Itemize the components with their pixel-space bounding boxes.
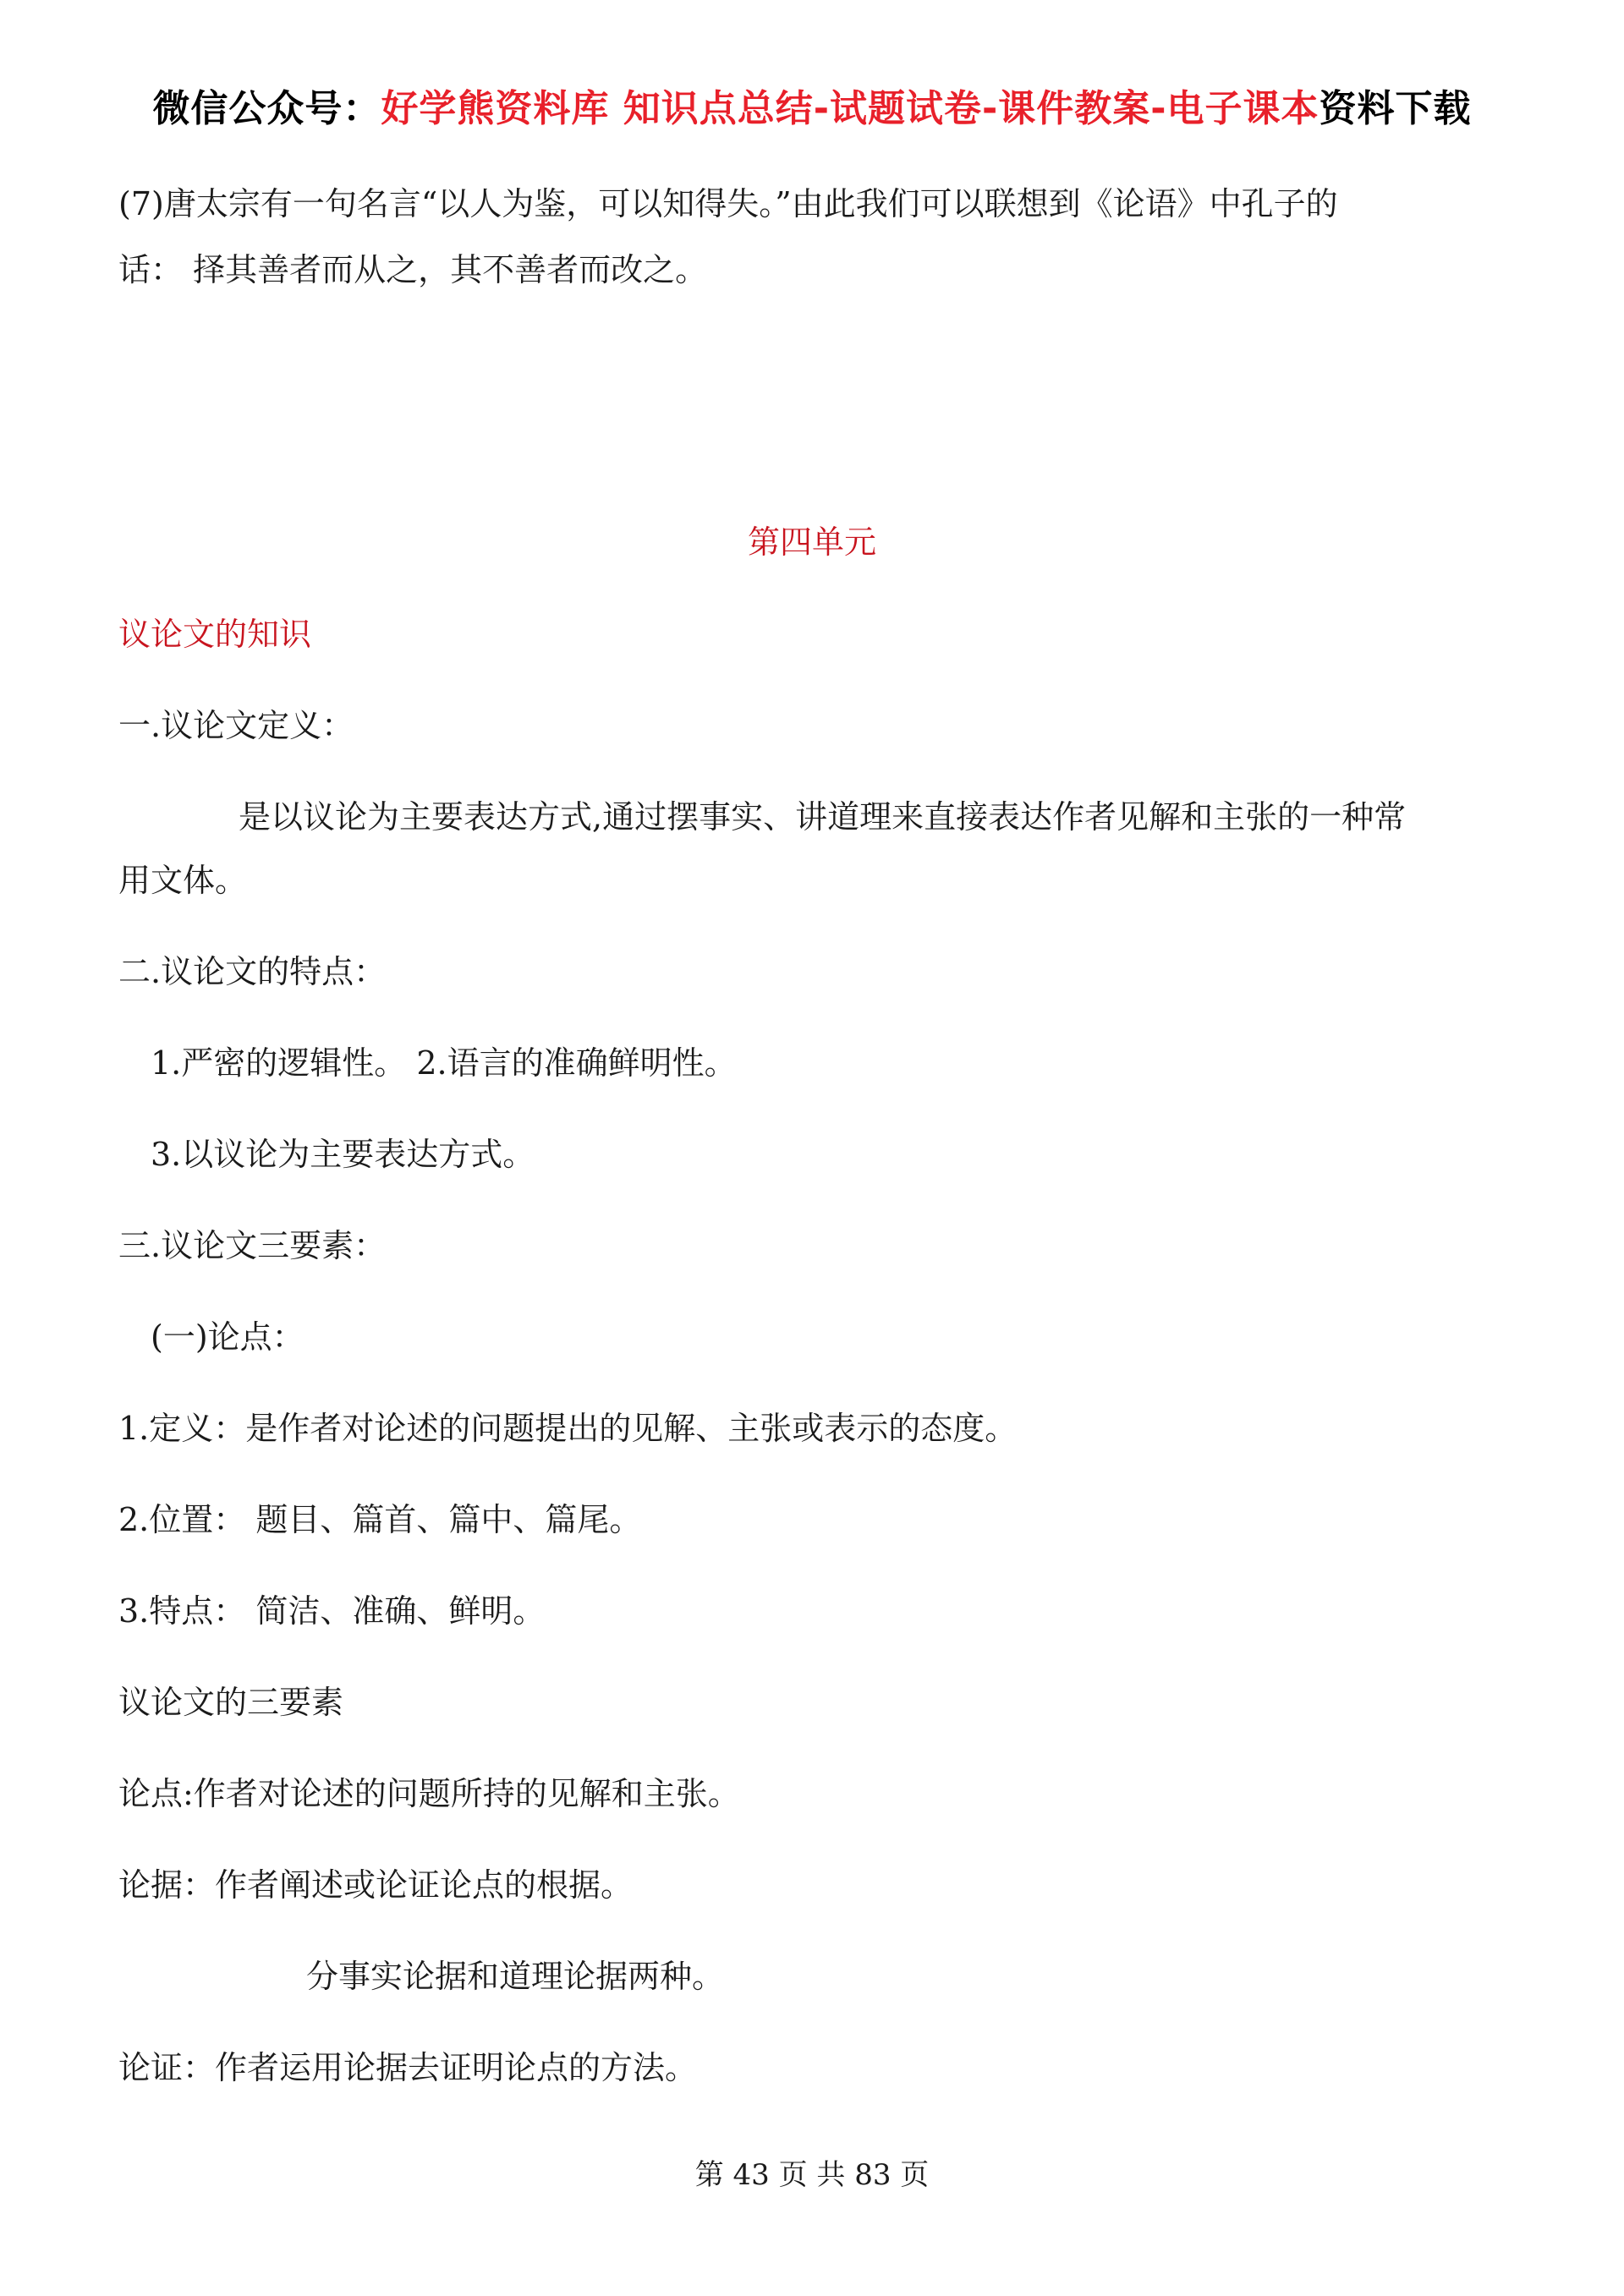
intro-line-2: 话： 择其善者而从之，其不善者而改之。	[118, 251, 708, 288]
definition-text-2: 用文体。	[118, 862, 248, 899]
thesis-position: 2.位置： 题目、篇首、篇中、篇尾。	[118, 1501, 642, 1538]
summary-evidence: 论据：作者阐述或论证论点的根据。	[118, 1866, 634, 1904]
thesis-heading: (一)论点：	[151, 1318, 304, 1356]
summary-heading: 议论文的三要素	[118, 1684, 344, 1721]
features-item-3: 3.以议论为主要表达方式。	[151, 1136, 535, 1173]
intro-line-1: (7)唐太宗有一句名言“以人为鉴，可以知得失。”由此我们可以联想到《论语》中孔子的	[118, 185, 1338, 222]
header-prefix: 微信公众号：	[152, 87, 381, 130]
features-item-1-2: 1.严密的逻辑性。 2.语言的准确鲜明性。	[151, 1044, 737, 1082]
watermark-header	[0, 78, 1624, 132]
thesis-definition: 1.定义：是作者对论述的问题提出的见解、主张或表示的态度。	[118, 1410, 1018, 1447]
definition-heading: 一.议论文定义：	[118, 707, 354, 744]
thesis-features: 3.特点： 简洁、准确、鲜明。	[118, 1592, 546, 1630]
features-heading: 二.议论文的特点：	[118, 953, 387, 990]
header-brand: 好学熊资料库 知识点总结-试题试卷-课件教案-电子课本	[381, 87, 1320, 130]
summary-evidence-types: 分事实论据和道理论据两种。	[306, 1958, 725, 1995]
section-title: 议论文的知识	[118, 616, 312, 653]
summary-thesis: 论点:作者对论述的问题所持的见解和主张。	[118, 1775, 740, 1812]
page-number: 第 43 页 共 83 页	[694, 2158, 930, 2192]
definition-text-1: 是以议论为主要表达方式,通过摆事实、讲道理来直接表达作者见解和主张的一种常	[239, 798, 1407, 836]
elements-heading: 三.议论文三要素：	[118, 1227, 387, 1264]
unit-title: 第四单元	[747, 523, 876, 561]
header-suffix: 资料下载	[1319, 87, 1472, 130]
summary-argumentation: 论证：作者运用论据去证明论点的方法。	[118, 2049, 698, 2086]
